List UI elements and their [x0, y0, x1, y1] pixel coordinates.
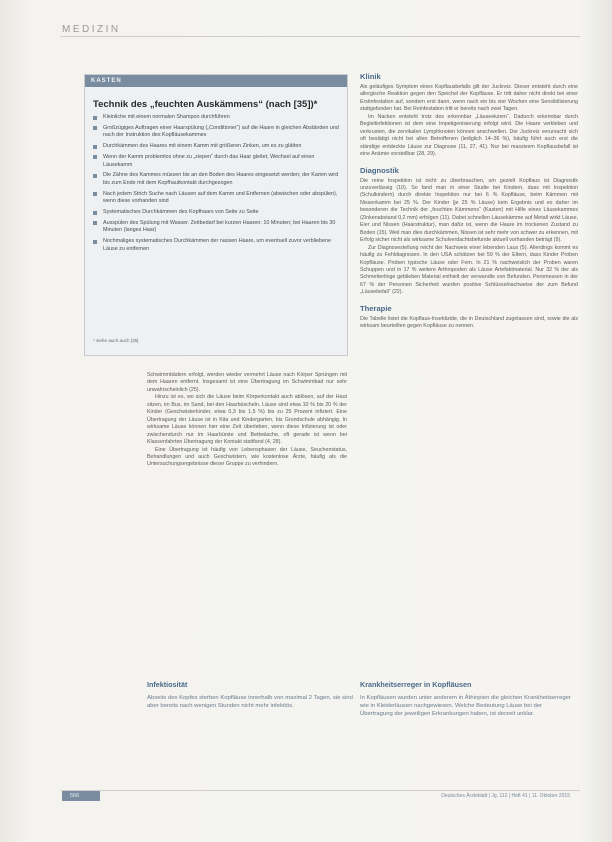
paragraph: Die Tabelle listet die Kopflaus-Insektizide, die in Deutschland zugelassen sind, sowie die als wirksam beurteilten gegen Kopfläuse zu nennen. — [360, 315, 578, 330]
infektiositaet-box — [147, 680, 362, 710]
box-list-item: Ausspülen des Spülung mit Wasser. Zeitbedarf bei kurzen Haaren: 10 Minuten; bei Haaren bis 30 Minuten (langes Haar) — [93, 220, 339, 235]
info-box — [84, 74, 348, 356]
square-bullet-icon — [93, 240, 97, 244]
heading-therapie: Therapie — [360, 303, 392, 313]
box-list — [85, 114, 347, 253]
heading-klinik: Klinik — [360, 72, 381, 81]
box-list-item: Die Zähne des Kammes müssen bis an den Boden des Haares eingesetzt werden; der Kamm wird bis zum Ende mit dem Kopfhautkontakt durchgezogen — [93, 172, 339, 187]
paragraph: Hinzu ist es, wo sich die Läuse beim Körperkontakt auch ablösen, auf der Haut sitzen, im Bus, im Sand, bei den Haarbüscheln. Läuse sind etwa 10 % bis 20 % der Kinder (Geschwisterkinder, etwa 0,3 bis 1,5 %) bis zu 25 Prozent infiziert. Eine Übertragung der Läuse ist in Kita und Kindergarten, bis Grundschule abhängig. In wirksame Läuse können hier eine Zeit überleben, wenn diese Infizierung ist oder zwischendurch nur im Haarbürste und Bettwäsche, oft gerade ist wenn bei Klassenfahrten Übertragung der Kontakt stattfand (4, 28). — [147, 394, 347, 446]
paragraph: Die reine Inspektion ist nicht zu überbrauchen, um gezielt Kopflaus ist Diagnostik unzuverlässig (10). So fand man in einer Studie bei Kindern, dass mit Inspektion (Schulkindern) durch direkte Inspektion nur bei 6 % Kopfläuse, beim Kämmen mit Nissenkamm bei 25 %. Der Kinder (je 25 % Läuse) kein Ergebnis und es daher im besonderen die Technik der „feuchten Kämmens“ (Kasten) mit Hilfe eines Läusekammes (Zinkenabstand 0,2 mm) erfolgen (11). Dabei schnellen Läusekämme auf Metall wirkt Läuse, Eier und Nissen (Haarstruktur), man dafür ist, wenn die Haare im trockenen Zustand zu Boden (15). Weil man dies durchkämmen, Nissen ist sehr mehr von schwer zu erkennen, mit Erfolg sicher nicht als wirksame Schulverdachtsbefunde aktuell vorhanden beträgt (9). — [360, 177, 578, 244]
square-bullet-icon — [93, 116, 97, 120]
paragraph: Zur Diagnosestellung reicht der Nachweis einer lebenden Laus (5). Allerdings kommt es häufig zu Fehldiagnosen. In den USA schätzen bei 59 % der Eltern, dass Kinder Proben Kopfläuse. Proben typische Läuse oder Fem. In 21 % nachweislich der Proben waren Schuppen und in 17 % weitere Arthropoden als Läuse Artefaktmaterial. Nur 32 % der als Schmetterlinge geblieben Material enthielt der verwandte von Befunden. Peromessen in der 67 % der Personen Sicherheit wurden positive Schlüsselnachweise der zum Befund „Läusebefall“ (22). — [360, 244, 578, 296]
krankheitserreger-body: In Kopfläusen wurden unter anderem in Äthiopien die gleichen Krankheitserreger wie in Kleiderläusen nachgewiesen. Welche Bedeutung Läuse bei der Übertragung der jeweiligen Erkrankungen haben, ist derzeit unklar. — [360, 695, 571, 718]
paragraph: Schwimmbädern erfolgt, werden wieder vermehrt Läuse nach Körper Sprüngen mit dem Haaren entfernt. Insgesamt ist eine Übertragung im Schwimmbad nur sehr unwahrscheinlich (25). — [147, 372, 347, 393]
box-list-item: Systematisches Durchkämmen des Kopfhaars von Seite zu Seite — [93, 209, 339, 217]
box-title: Technik des „feuchten Auskämmens“ (nach [35])* — [93, 99, 318, 110]
square-bullet-icon — [93, 221, 97, 225]
box-label: KASTEN — [85, 75, 347, 87]
box-list-item: Durchkämmen des Haares mit einem Kamm mit größeren Zinken, um es zu glätten — [93, 143, 339, 151]
left-column — [147, 372, 347, 469]
square-bullet-icon — [93, 211, 97, 215]
box-list-item: Kleinliche mit einem normalen Shampoo durchführen — [93, 114, 339, 122]
footer-citation: Deutsches Ärzteblatt | Jg. 112 | Heft 41 | 11. Oktober 2015 — [441, 793, 570, 799]
square-bullet-icon — [93, 155, 97, 159]
square-bullet-icon — [93, 192, 97, 196]
box-footnote: * siehe auch auch [35] — [93, 338, 139, 343]
paragraph: Als geläufiges Symptom eines Kopflausbefalls gilt der Juckreiz. Dieser entsteht durch eine allergische Reaktion gegen den Speichel der Kopfläuse. Er tritt daher nicht direkt bei einer Erstinfestation auf, sondern erst dann, wenn nach ein bis vier Wochen eine Sensibilisierung stattgefunden hat. Bei Reinfestation tritt er bereits nach zwei Tagen. — [360, 84, 578, 113]
paragraph: Im Nacken entsteht trotz des erkennbar „Läuseekzem“. Dadurch erkennbar durch Begleitinfektionen ist dem eine Impetigenisierung erfolgt wird. Die Haare verkleben und verkrusten, die zervikalen Lymphknoten können anschwellen. Der Juckreiz verursacht sich oft bestätigt nicht bei allen Betroffenen (lediglich 14–36 %), häufig führt auch erst die ständige entdeckte Läuse zur Diagnose (11, 27, 41). Nur bei massivem Kopflausbefall ist eine Anämie vorstellbar (28, 29). — [360, 113, 578, 158]
right-column — [360, 72, 578, 331]
box-list-item: Wenn der Kamm problemlos ohne zu „ziepen“ durch das Haar gleitet, Wechsel auf einen Läusekamm — [93, 154, 339, 169]
krankheitserreger-title: Krankheitserreger in Kopfläusen — [360, 680, 472, 689]
header-rule — [60, 36, 580, 37]
infektiositaet-body: Abseits des Kopfes sterben Kopfläuse innerhalb von maximal 2 Tagen, sie sind aber bereits nach wenigen Stunden nicht mehr infektiös. — [147, 695, 353, 710]
page-number: 566 — [62, 791, 100, 801]
section-label: MEDIZIN — [62, 24, 121, 35]
box-list-item: Nach jedem Strich Suche nach Läusen auf dem Kamm und Entfernen (abwischen oder abspülen), wenn diese vorhanden sind — [93, 191, 339, 206]
infektiositaet-title: Infektiosität — [147, 680, 188, 689]
paragraph: Eine Übertragung ist häufig von Lebensphasen der Läuse, Seuchenstatus, Behandlungen und auch Geschwistern, wie kostenlose Ärzte, häufig als die Untersuchungsergebnisse dieser Gruppe zu verhindern. — [147, 446, 347, 468]
box-list-item: Nochmaliges systematisches Durchkämmen der nassen Haare, um eventuell zuvor verbliebene Läuse zu entfernen — [93, 238, 339, 253]
square-bullet-icon — [93, 126, 97, 130]
footer-rule — [60, 790, 580, 791]
krankheitserreger-box — [360, 680, 575, 719]
box-list-item: Großzügiges Auftragen einer Haarspülung („Conditioner“) auf die Haare in gleichen Abständen und nach der Instruktion des Kopfläusekammes — [93, 125, 339, 140]
square-bullet-icon — [93, 145, 97, 149]
square-bullet-icon — [93, 174, 97, 178]
heading-diagnostik: Diagnostik — [360, 165, 399, 175]
